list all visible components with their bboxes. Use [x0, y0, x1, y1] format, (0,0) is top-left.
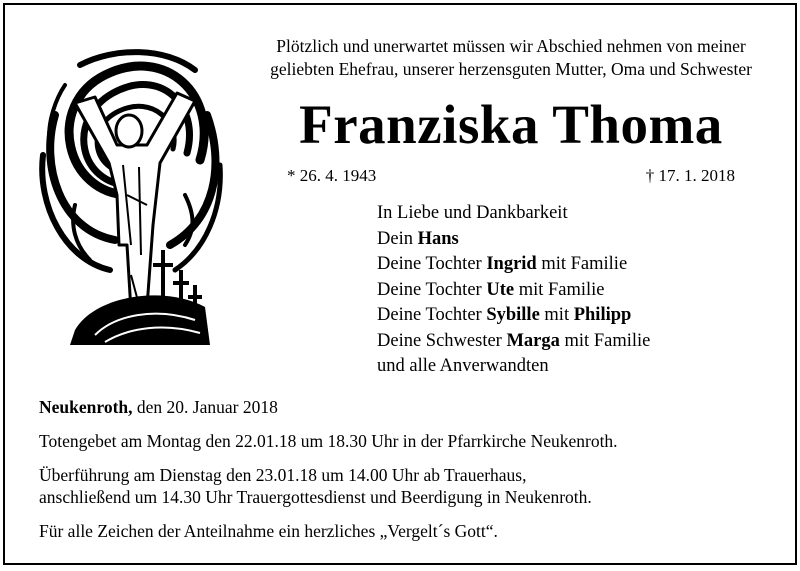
mourner-relation: Dein [377, 228, 418, 249]
mourner-relation: Deine Tochter [377, 305, 487, 325]
mourner-name: Philipp [573, 305, 632, 325]
mourner-suffix: mit Familie [514, 279, 605, 300]
mourner-name: Sybille [486, 305, 540, 325]
mourner-line [377, 329, 650, 355]
mourner-line [377, 227, 650, 253]
intro-line: geliebten Ehefrau, unserer herzensguten Mutter, Oma und Schwester [270, 59, 752, 79]
mourner-line [377, 278, 650, 304]
place: Neukenroth, [39, 397, 133, 417]
prayer-info: Totengebet am Montag den 22.01.18 um 18.30 Uhr in der Pfarrkirche Neukenroth. [39, 431, 618, 451]
intro-line: Plötzlich und unerwartet müssen wir Abschied nehmen von meiner [276, 36, 746, 56]
mourner-line: In Liebe und Dankbarkeit [377, 203, 568, 223]
mourner-suffix: mit Familie [559, 330, 651, 351]
birth-date: * 26. 4. 1943 [287, 166, 377, 185]
mourner-line [377, 303, 650, 329]
mourner-line [377, 252, 650, 278]
mourner-name: Ute [486, 279, 515, 300]
deceased-name: Franziska Thoma [299, 94, 723, 155]
transfer-info-line: anschließend um 14.30 Uhr Trauergottesdienst und Beerdigung in Neukenroth. [39, 487, 592, 507]
obituary-notice [3, 3, 797, 565]
service-details [39, 396, 779, 542]
thanks-line: Für alle Zeichen der Anteilnahme ein herzliches „Vergelt´s Gott“. [39, 521, 498, 541]
mourner-name: Marga [506, 330, 560, 351]
mourner-relation: Deine Schwester [377, 330, 507, 351]
mourner-suffix: mit Familie [536, 254, 628, 274]
risen-christ-woodcut-icon [35, 45, 225, 345]
mourner-relation: Deine Tochter [377, 279, 487, 300]
mourner-name: Hans [417, 228, 459, 249]
mourners-list [377, 201, 650, 380]
mourner-suffix: mit [539, 305, 574, 325]
mourner-name: Ingrid [486, 254, 537, 274]
mourner-line: und alle Anverwandten [377, 356, 549, 376]
transfer-info-line: Überführung am Dienstag den 23.01.18 um 14.00 Uhr ab Trauerhaus, [39, 465, 527, 485]
intro-text [231, 35, 791, 81]
death-date: † 17. 1. 2018 [645, 166, 735, 185]
date: den 20. Januar 2018 [132, 397, 278, 417]
place-date [39, 396, 779, 418]
mourner-relation: Deine Tochter [377, 254, 487, 274]
